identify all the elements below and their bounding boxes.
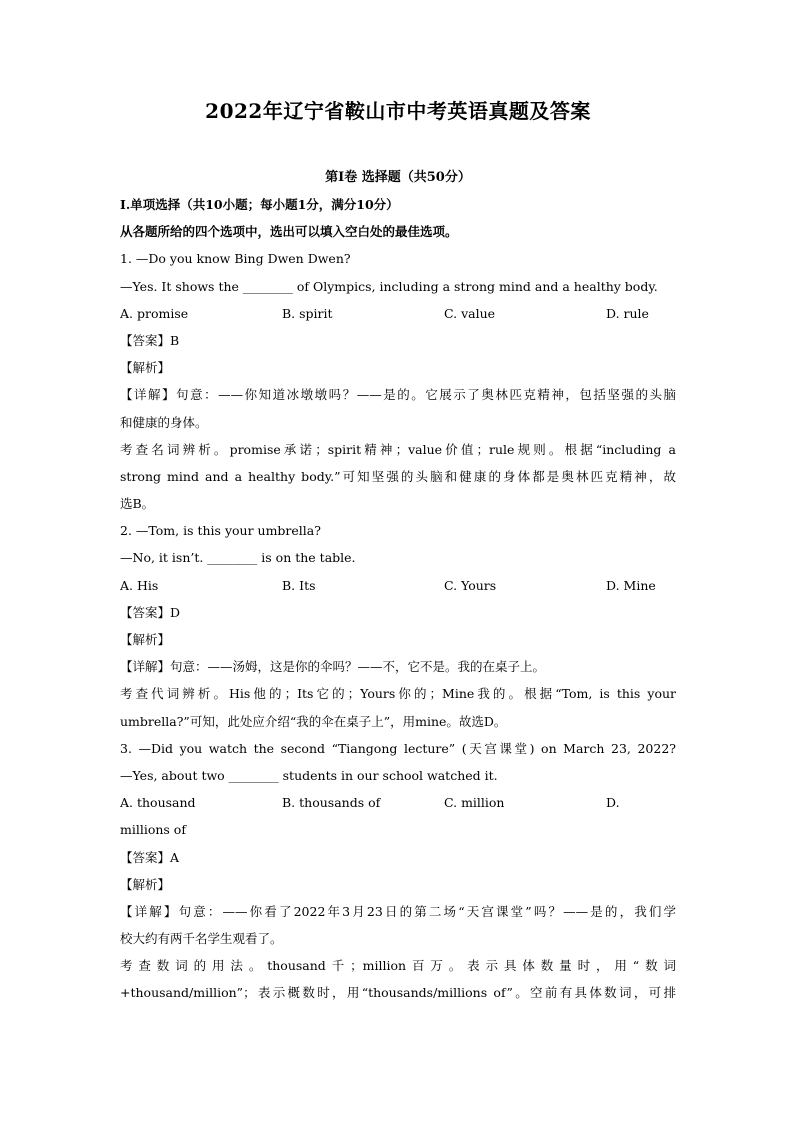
section-heading: I.单项选择（共10小题；每小题1分，满分10分） xyxy=(120,197,399,212)
option-d: D. xyxy=(606,795,620,811)
question-stem: 3. —Did you watch the second “Tiangong lecture” (天宫课堂) on March 23, 2022? xyxy=(120,740,676,756)
explanation-text: 选B。 xyxy=(120,496,155,512)
explanation-text: umbrella?”可知，此处应介绍“我的伞在桌子上”，用mine。故选D。 xyxy=(120,713,507,729)
options-row xyxy=(120,789,676,816)
option-c: C. Yours xyxy=(444,577,497,593)
option-b: B. Its xyxy=(282,577,316,593)
option-c: C. million xyxy=(444,795,505,811)
question-stem: 2. —Tom, is this your umbrella? xyxy=(120,523,321,539)
option-d: D. rule xyxy=(606,305,649,321)
option-b: B. spirit xyxy=(282,305,333,321)
explanation-text: +thousand/million”；表示概数时，用“thousands/millions of”。空前有具体数词，可排 xyxy=(120,985,676,1001)
options-row xyxy=(120,572,676,599)
instruction: 从各题所给的四个选项中，选出可以填入空白处的最佳选项。 xyxy=(120,224,458,240)
option-b: B. thousands of xyxy=(282,795,381,811)
detail-text: 【详解】句意：——你看了2022年3月23日的第二场“天宫课堂”吗？——是的，我们学 xyxy=(120,903,676,919)
option-d: D. Mine xyxy=(606,577,656,593)
detail-text: 和健康的身体。 xyxy=(120,414,208,430)
analysis-label: 【解析】 xyxy=(120,360,171,376)
part-title: 第Ⅰ卷 选择题（共50分） xyxy=(325,170,471,185)
detail-text: 【详解】句意：——汤姆，这是你的伞吗？——不，它不是。我的在桌子上。 xyxy=(120,659,546,675)
answer: 【答案】B xyxy=(120,332,180,348)
option-a: A. promise xyxy=(120,305,189,321)
question-stem: 1. —Do you know Bing Dwen Dwen? xyxy=(120,251,351,267)
options-row xyxy=(120,300,676,327)
detail-text: 校大约有两千名学生观看了。 xyxy=(120,931,283,947)
question-2 xyxy=(120,517,676,735)
option-d-continued: millions of xyxy=(120,822,186,838)
question-1 xyxy=(120,245,676,517)
answer: 【答案】A xyxy=(120,849,180,865)
document-title: 2022年辽宁省鞍山市中考英语真题及答案 xyxy=(205,99,591,123)
question-3 xyxy=(120,735,676,1007)
explanation-text: 考查名词辨析。promise承诺；spirit精神；value价值；rule规则。根据“including a xyxy=(120,441,676,457)
answer: 【答案】D xyxy=(120,604,181,620)
analysis-label: 【解析】 xyxy=(120,876,171,892)
option-c: C. value xyxy=(444,305,496,321)
option-a: A. His xyxy=(120,577,159,593)
document-page xyxy=(120,96,676,1007)
detail-text: 【详解】句意：——你知道冰墩墩吗？——是的。它展示了奥林匹克精神，包括坚强的头脑 xyxy=(120,387,676,403)
question-stem: —No, it isn’t. ________ is on the table. xyxy=(120,550,356,566)
question-stem: —Yes. It shows the ________ of Olympics, including a strong mind and a healthy body. xyxy=(120,278,658,294)
explanation-text: 考查数词的用法。thousand千；million百万。表示具体数量时，用“数词 xyxy=(120,958,676,974)
option-a: A. thousand xyxy=(120,795,196,811)
question-stem: —Yes, about two ________ students in our school watched it. xyxy=(120,767,498,783)
explanation-text: strong mind and a healthy body.”可知坚强的头脑和健康的身体都是奥林匹克精神，故 xyxy=(120,468,676,484)
analysis-label: 【解析】 xyxy=(120,632,171,647)
explanation-text: 考查代词辨析。His他的；Its它的；Yours你的；Mine我的。根据“Tom, is this your xyxy=(120,686,676,702)
